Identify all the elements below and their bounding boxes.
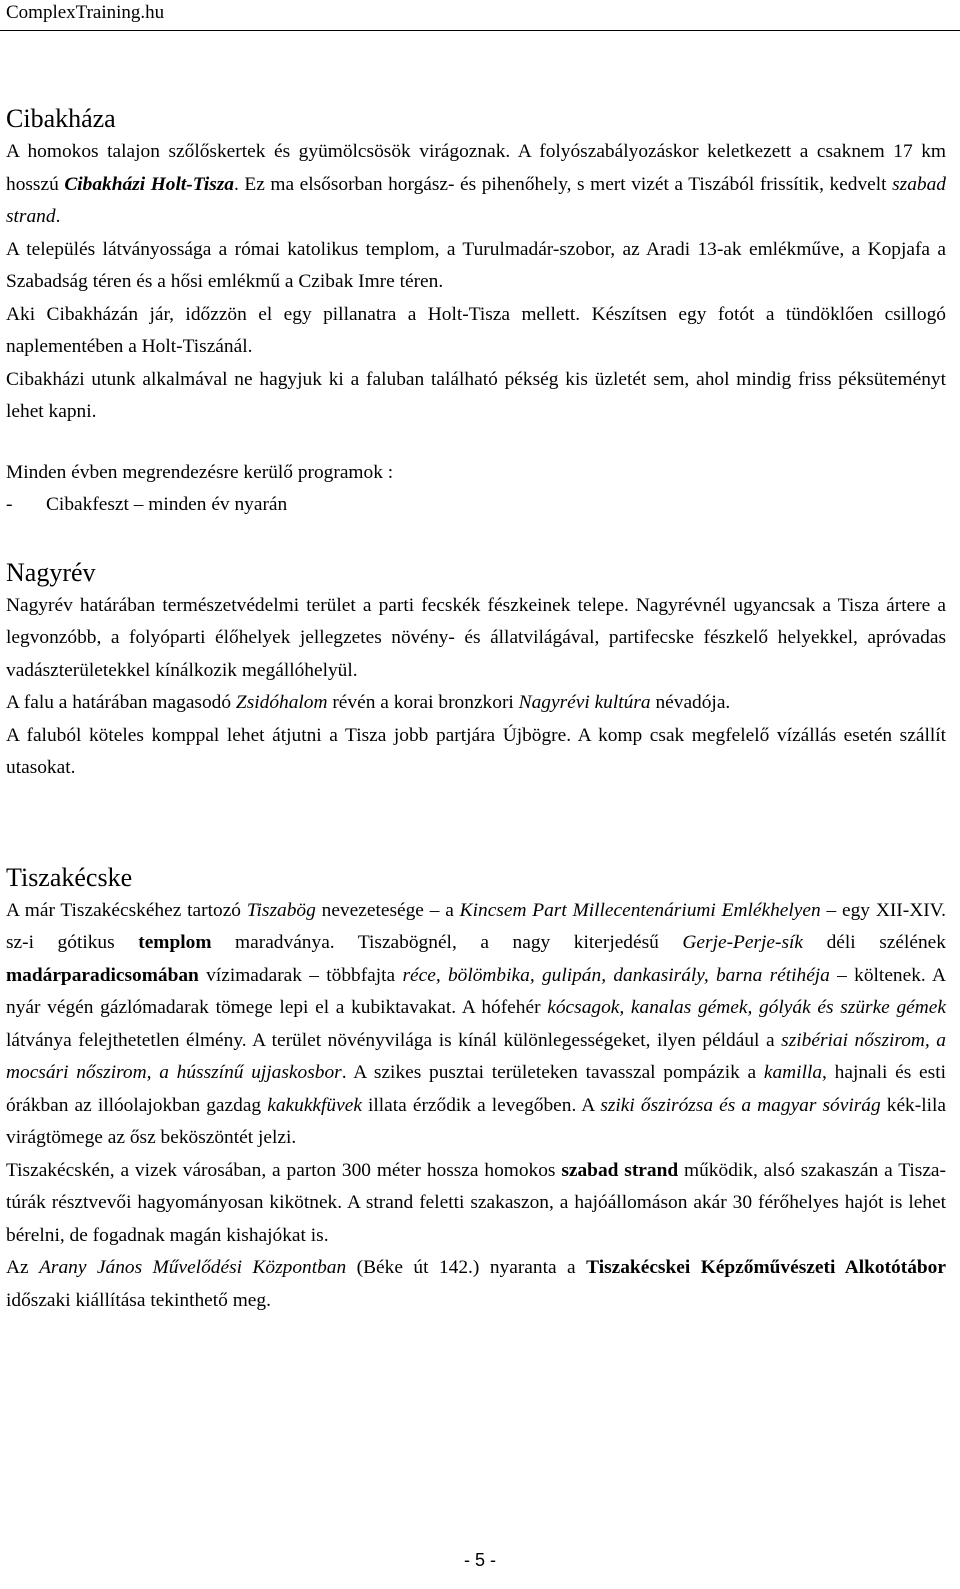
cibakhaza-paragraph-3: Aki Cibakházán jár, időzzön el egy pillanatra a Holt-Tisza mellett. Készítsen egy fotót a tündöklően csillogó naplementében a Holt-Tiszánál. [6,303,946,357]
tiszakecske-paragraph-1: A már Tiszakécskéhez tartozó Tiszabög nevezetesége – a Kincsem Part Millecentenáriumi Emlékhelyen – egy XII-XIV. sz-i gótikus templom maradványa. Tiszabögnél, a nagy kiterjedésű Gerje-Perje-sík déli szélének madárparadicsomában vízimadarak – többfajta réce, bölömbika, gulipán, dankasirály, barna rétihéja – költenek. A nyár végén gázlómadarak tömege lepi el a kubiktavakat. A hófehér kócsagok, kanalas gémek, gólyák és szürke gémek látványa felejthetetlen élmény. A terület növényvilága is kínál különlegességeket, ilyen például a szibériai nőszirom, a mocsári nőszirom, a hússzínű ujjaskosbor. A szikes pusztai területeken tavasszal pompázik a kamilla, hajnali és esti órákban az illóolajokban gazdag kakukkfüvek illata érződik a levegőben. A sziki őszirózsa és a magyar sóvirág kék-lila virágtömege az ősz beköszöntét jelzi. [6,899,947,1148]
tiszakecske-paragraph-3: Az Arany János Művelődési Központban (Béke út 142.) nyaranta a Tiszakécskei Képzőművészeti Alkotótábor időszaki kiállítása tekinthető meg. [6,1257,946,1311]
nagyrev-paragraph-1: Nagyrév határában természetvédelmi terület a parti fecskék fészkeinek telepe. Nagyrévnél ugyancsak a Tisza ártere a legvonzóbb, a folyóparti élőhelyek jellegzetes növény- és állatvilágával, partifecske fészkelő helyekkel, apróvadas vadászterületekkel kínálkozik megállóhelyül. [6,594,946,681]
cibakhaza-paragraph-1: A homokos talajon szőlőskertek és gyümölcsösök virágoznak. A folyószabályozáskor keletkezett a csaknem 17 km hosszú Cibakházi Holt-Tisza. Ez ma elsősorban horgász- és pihenőhely, s mert vizét a Tiszából frissítik, kedvelt szabad strand. [6,141,946,227]
page-number: - 5 - [463,1550,496,1570]
list-item: - Cibakfeszt – minden év nyarán [6,489,946,522]
programs-intro: Minden évben megrendezésre kerülő programok : [6,461,394,483]
document-body [6,102,946,1317]
section-title-cibakhaza: Cibakháza [6,104,116,133]
cibakhaza-paragraph-4: Cibakházi utunk alkalmával ne hagyjuk ki a faluban található pékség kis üzletét sem, ahol mindig friss péksüteményt lehet kapni. [6,368,946,422]
nagyrev-paragraph-3: A faluból köteles komppal lehet átjutni a Tisza jobb partjára Újbögre. A komp csak megfelelő vízállás esetén szállít utasokat. [6,724,946,778]
site-header: ComplexTraining.hu [6,2,165,23]
tiszakecske-paragraph-2: Tiszakécskén, a vizek városában, a parton 300 méter hossza homokos szabad strand működik, alsó szakaszán a Tisza-túrák résztvevői hagyományosan kikötnek. A strand feletti szakaszon, a hajóállomáson akár 30 férőhelyes hajót is lehet bérelni, de fogadnak magán kishajókat is. [6,1159,946,1246]
nagyrev-paragraph-2: A falu a határában magasodó Zsidóhalom révén a korai bronzkori Nagyrévi kultúra névadója. [6,692,731,713]
cibakhaza-paragraph-2: A település látványossága a római katolikus templom, a Turulmadár-szobor, az Aradi 13-ak emlékműve, a Kopjafa a Szabadság téren és a hősi emlékmű a Czibak Imre téren. [6,238,946,292]
section-title-nagyrev: Nagyrév [6,557,96,587]
list-bullet: - [6,494,13,515]
section-title-tiszakecske: Tiszakécske [6,862,133,892]
header-divider [0,30,960,31]
